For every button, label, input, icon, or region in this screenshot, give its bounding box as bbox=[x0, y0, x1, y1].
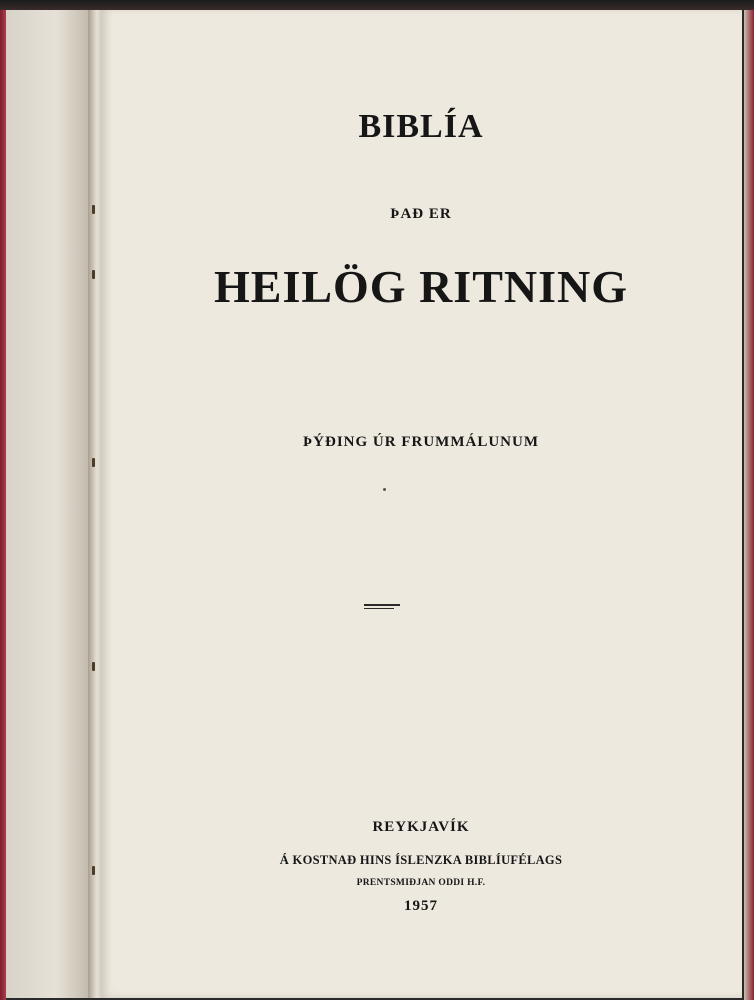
ink-mark bbox=[364, 608, 394, 609]
endpaper bbox=[6, 8, 96, 998]
binding-stitch bbox=[92, 662, 95, 671]
imprint-city: REYKJAVÍK bbox=[372, 819, 470, 835]
main-title: HEILÖG RITNING bbox=[213, 261, 629, 312]
ink-mark bbox=[364, 604, 400, 606]
cover-edge bbox=[0, 0, 6, 1000]
binding-stitch bbox=[92, 270, 95, 279]
binding-stitch bbox=[92, 866, 95, 875]
ink-dot bbox=[383, 488, 386, 491]
imprint-publisher: Á KOSTNAÐ HINS ÍSLENZKA BIBLÍUFÉLAGS bbox=[279, 853, 563, 867]
imprint-year: 1957 bbox=[404, 898, 438, 914]
top-shadow bbox=[0, 0, 754, 10]
imprint-printer: PRENTSMIÐJAN ODDI H.F. bbox=[356, 878, 486, 888]
book-title: BIBLÍA bbox=[358, 108, 484, 145]
binding-stitch bbox=[92, 205, 95, 214]
binding-stitch bbox=[92, 458, 95, 467]
title-block bbox=[100, 8, 742, 998]
title-page bbox=[100, 8, 742, 998]
translation-note: ÞÝÐING ÚR FRUMMÁLUNUM bbox=[303, 434, 539, 450]
title-connector: ÞAÐ ER bbox=[390, 206, 452, 222]
cover-edge-right bbox=[744, 0, 754, 1000]
